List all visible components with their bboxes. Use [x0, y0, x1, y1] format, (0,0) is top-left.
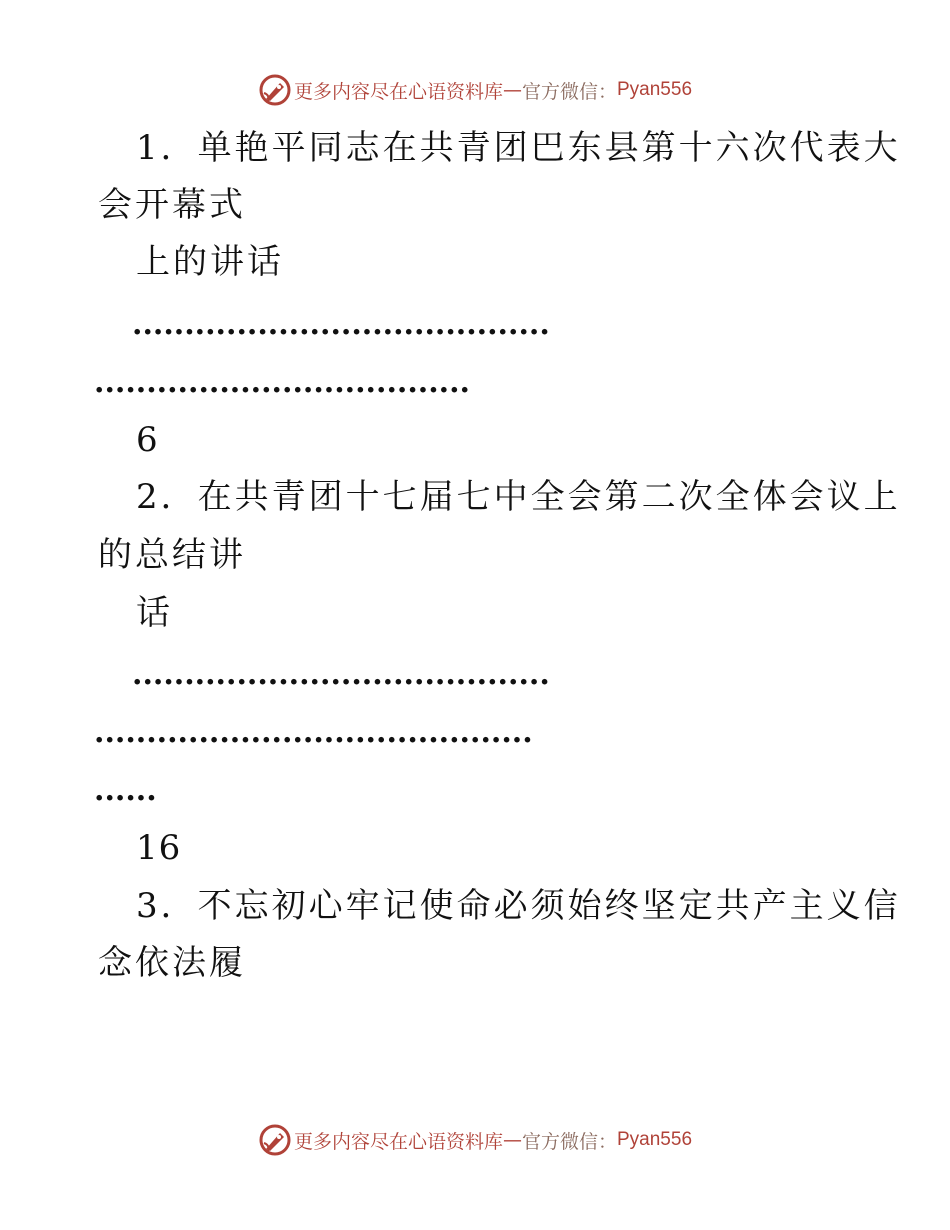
toc-entry-3-title-line1: 3．不忘初心牢记使命必须始终坚定共产主义信	[136, 886, 901, 926]
toc-entry-1-title-line3: 上的讲话	[136, 242, 284, 282]
watermark-dash: —	[502, 1129, 522, 1151]
pen-nib-logo-icon	[258, 1123, 292, 1157]
watermark-text: 更多内容尽在心语资料库	[293, 1130, 503, 1153]
toc-entry-2-leader-dots-1: ........................................	[132, 660, 550, 690]
toc-entry-2-page-number: 16	[136, 828, 182, 868]
toc-entry-2-leader-dots-3: ......	[94, 776, 157, 806]
toc-entry-2-title-line1: 2．在共青团十七届七中全会第二次全体会议上	[136, 477, 901, 517]
toc-entry-2-title-line2: 的总结讲	[98, 535, 246, 575]
pen-nib-logo-icon	[258, 73, 292, 107]
watermark-text: 更多内容尽在心语资料库	[293, 80, 503, 103]
toc-entry-2-leader-dots-2: ..........................................	[94, 718, 533, 748]
toc-entry-1-leader-dots-1: ........................................	[132, 310, 550, 340]
toc-entry-1-leader-dots-2: ....................................	[94, 368, 470, 398]
watermark-official-label: 官方微信：	[521, 1130, 617, 1153]
toc-entry-3-title-line2: 念依法履	[98, 943, 246, 983]
watermark-dash: —	[502, 79, 522, 101]
header-watermark	[0, 72, 950, 108]
toc-entry-1-title-line2: 会开幕式	[98, 185, 246, 225]
toc-entry-1-page-number: 6	[136, 420, 159, 460]
toc-entry-1-title-line1: 1．单艳平同志在共青团巴东县第十六次代表大	[136, 128, 901, 168]
watermark-wechat-id: Pyan556	[617, 1129, 693, 1150]
watermark-wechat-id: Pyan556	[617, 79, 693, 100]
watermark-official-label: 官方微信：	[521, 80, 617, 103]
footer-watermark	[0, 1122, 950, 1158]
toc-entry-2-title-line3: 话	[136, 593, 173, 633]
